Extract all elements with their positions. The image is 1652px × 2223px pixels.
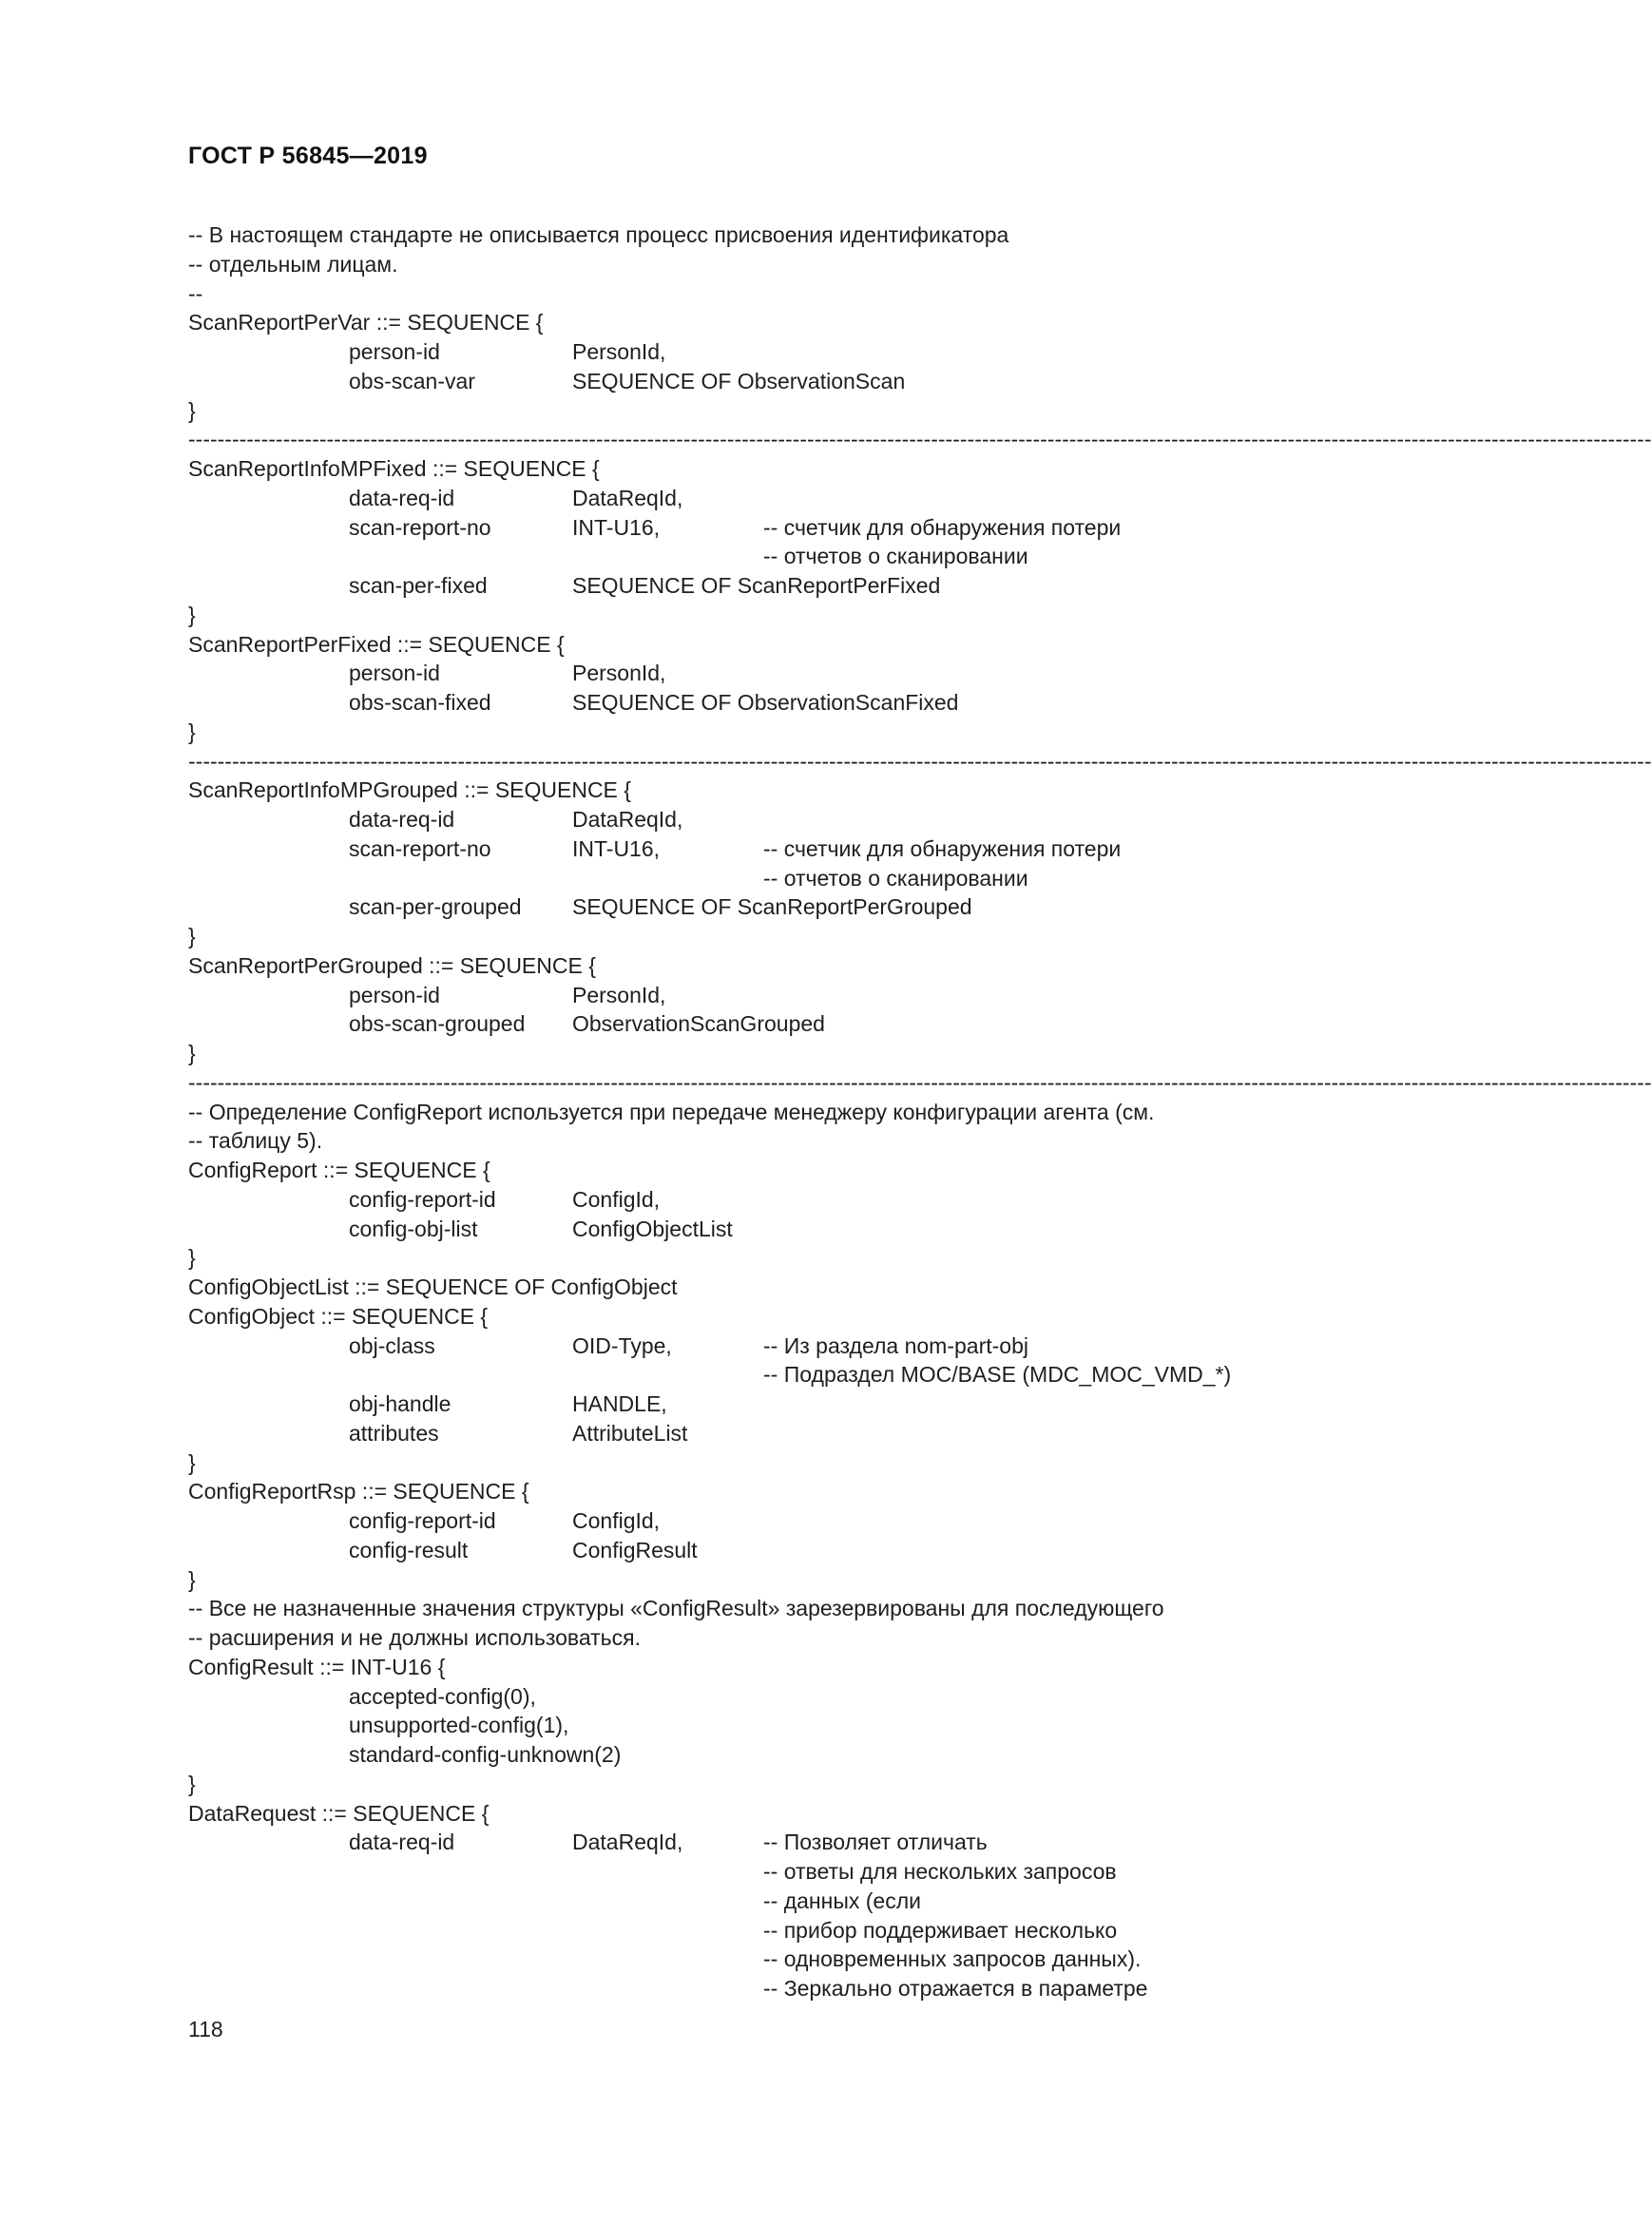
code-line — [188, 279, 1462, 309]
code-line — [188, 1448, 1462, 1478]
code-cell-c2: ConfigId, — [572, 1508, 661, 1533]
code-cell-c0: } — [188, 1566, 196, 1592]
code-cell-c2: INT-U16, — [572, 514, 661, 540]
code-cell-c2: PersonId, — [572, 339, 666, 364]
asn1-listing — [188, 220, 1652, 2003]
code-line — [188, 659, 1462, 688]
code-cell-c2: ConfigId, — [572, 1186, 661, 1212]
code-line — [188, 1682, 1462, 1712]
code-cell-c2: INT-U16, — [572, 835, 661, 861]
code-cell-c1: obs-scan-var — [349, 368, 475, 393]
code-cell-c2: ConfigResult — [572, 1537, 698, 1562]
code-line — [188, 1302, 1462, 1332]
code-cell-c1: config-obj-list — [349, 1216, 478, 1241]
code-cell-c0: } — [188, 1771, 196, 1796]
code-line — [188, 776, 1462, 805]
code-cell-c2: OID-Type, — [572, 1332, 672, 1358]
code-cell-c0: ScanReportPerVar ::= SEQUENCE { — [188, 310, 544, 335]
code-line — [188, 1916, 1462, 1945]
code-line — [188, 688, 1462, 718]
code-line — [188, 1185, 1462, 1215]
page-number: 118 — [188, 2017, 223, 2041]
code-line — [188, 542, 1462, 571]
code-cell-c1: person-id — [349, 339, 440, 364]
code-line — [188, 1360, 1462, 1389]
code-line — [188, 1536, 1462, 1565]
code-cell-c0: ScanReportPerGrouped ::= SEQUENCE { — [188, 952, 596, 978]
code-cell-c2: AttributeList — [572, 1420, 688, 1446]
code-cell-c2: PersonId, — [572, 982, 666, 1007]
code-line — [188, 1623, 1462, 1653]
code-line — [188, 1828, 1462, 1857]
code-cell-c1: obj-handle — [349, 1391, 451, 1416]
code-cell-c3: -- Подраздел MOC/BASE (MDC_MOC_VMD_*) — [763, 1362, 1232, 1388]
code-cell-c0: -- — [188, 280, 203, 306]
code-cell-c1: config-report-id — [349, 1508, 496, 1533]
code-cell-c1: scan-report-no — [349, 514, 491, 540]
code-line — [188, 981, 1462, 1010]
document-header: ГОСТ Р 56845—2019 — [188, 143, 428, 169]
code-cell-c0: -- В настоящем стандарте не описывается процесс присвоения идентификатора — [188, 222, 1009, 247]
code-cell-c3: -- Из раздела nom-part-obj — [763, 1332, 1028, 1358]
code-cell-c0: -- таблицу 5). — [188, 1128, 323, 1154]
code-line — [188, 1477, 1462, 1506]
code-cell-c0: } — [188, 1449, 196, 1475]
code-cell-c1: data-req-id — [349, 485, 455, 510]
code-line — [188, 951, 1462, 981]
code-line — [188, 1009, 1462, 1039]
code-cell-c3: -- ответы для нескольких запросов — [763, 1859, 1117, 1884]
code-line — [188, 864, 1462, 893]
code-line — [188, 1273, 1462, 1302]
code-line — [188, 454, 1462, 484]
code-line — [188, 630, 1462, 660]
code-cell-c0: DataRequest ::= SEQUENCE { — [188, 1800, 490, 1826]
code-line — [188, 1887, 1462, 1916]
code-cell-c3: -- прибор поддерживает несколько — [763, 1917, 1118, 1943]
code-line — [188, 1711, 1462, 1740]
code-line — [188, 1389, 1462, 1419]
code-cell-c3: -- одновременных запросов данных). — [763, 1946, 1142, 1972]
code-cell-c0: ConfigReport ::= SEQUENCE { — [188, 1158, 490, 1182]
code-cell-c2: PersonId, — [572, 661, 666, 686]
separator-line: --------------------------------------------------------------------------------------------------------------------------------------------------------------------------------------------------------- — [188, 1069, 1652, 1095]
code-cell-c0: -- отдельным лицам. — [188, 251, 398, 277]
code-cell-c2: DataReqId, — [572, 807, 683, 832]
code-cell-c2: ConfigObjectList — [572, 1216, 733, 1241]
code-line — [188, 601, 1462, 630]
code-cell-c1: scan-report-no — [349, 835, 491, 861]
code-cell-c0: -- Все не назначенные значения структуры «ConfigResult» зарезервированы для последующего — [188, 1596, 1164, 1621]
code-cell-c1: config-report-id — [349, 1186, 496, 1212]
code-cell-c1: data-req-id — [349, 1830, 455, 1855]
code-line — [188, 308, 1462, 337]
code-cell-c3: -- отчетов о сканировании — [763, 544, 1028, 569]
code-cell-c1: scan-per-grouped — [349, 894, 522, 920]
code-line — [188, 892, 1462, 922]
code-line — [188, 805, 1462, 834]
code-cell-c1: person-id — [349, 661, 440, 686]
code-line — [188, 1332, 1462, 1361]
code-cell-c2: HANDLE, — [572, 1391, 667, 1416]
code-line — [188, 220, 1462, 250]
code-cell-c0: -- Определение ConfigReport используется при передаче менеджеру конфигурации агента (см. — [188, 1099, 1155, 1124]
code-line — [188, 396, 1462, 426]
code-cell-c1: config-result — [349, 1537, 469, 1562]
code-cell-c0: } — [188, 719, 196, 744]
code-line — [188, 1565, 1462, 1595]
code-cell-c1: data-req-id — [349, 807, 455, 832]
code-line — [188, 367, 1462, 396]
code-line — [188, 834, 1462, 864]
code-cell-c0: ScanReportInfoMPGrouped ::= SEQUENCE { — [188, 777, 631, 803]
code-line — [188, 1740, 1462, 1770]
code-cell-c2: SEQUENCE OF ObservationScan — [572, 368, 906, 393]
code-cell-c0: ConfigReportRsp ::= SEQUENCE { — [188, 1479, 529, 1504]
code-line — [188, 718, 1462, 747]
code-line — [188, 571, 1462, 601]
code-cell-c0: } — [188, 1041, 196, 1065]
code-line — [188, 1039, 1462, 1068]
code-cell-c0: ConfigResult ::= INT-U16 { — [188, 1654, 446, 1679]
code-line — [188, 1506, 1462, 1536]
code-cell-c0: ScanReportInfoMPFixed ::= SEQUENCE { — [188, 456, 600, 481]
code-cell-c1: scan-per-fixed — [349, 573, 488, 598]
code-line — [188, 1799, 1462, 1829]
code-line — [188, 1945, 1462, 1974]
code-line — [188, 1215, 1462, 1244]
code-line — [188, 1098, 1462, 1127]
code-cell-c0: } — [188, 397, 196, 423]
code-cell-c2: DataReqId, — [572, 1830, 683, 1855]
code-cell-c1: obs-scan-grouped — [349, 1011, 526, 1037]
code-cell-c1: person-id — [349, 982, 440, 1007]
code-cell-c1: unsupported-config(1), — [349, 1713, 569, 1738]
code-cell-c1: obj-class — [349, 1332, 435, 1358]
code-cell-c3: -- счетчик для обнаружения потери — [763, 835, 1122, 861]
code-cell-c0: ConfigObjectList ::= SEQUENCE OF ConfigObject — [188, 1274, 678, 1299]
code-cell-c0: } — [188, 924, 196, 949]
code-cell-c2: SEQUENCE OF ScanReportPerFixed — [572, 573, 941, 598]
code-line — [188, 337, 1462, 367]
code-line — [188, 1770, 1462, 1799]
code-line — [188, 1857, 1462, 1887]
code-line — [188, 1653, 1462, 1682]
code-cell-c0: -- расширения и не должны использоваться. — [188, 1625, 642, 1650]
code-cell-c3: -- счетчик для обнаружения потери — [763, 514, 1122, 540]
code-line — [188, 1594, 1462, 1623]
separator-line: --------------------------------------------------------------------------------------------------------------------------------------------------------------------------------------------------------- — [188, 748, 1652, 774]
code-line — [188, 484, 1462, 513]
code-line — [188, 513, 1462, 543]
code-line — [188, 1156, 1462, 1185]
code-cell-c3: -- отчетов о сканировании — [763, 865, 1028, 891]
code-cell-c1: attributes — [349, 1420, 439, 1446]
code-cell-c3: -- Позволяет отличать — [763, 1830, 988, 1855]
code-cell-c3: -- Зеркально отражается в параметре — [763, 1976, 1148, 2001]
code-line — [188, 1243, 1462, 1273]
code-cell-c1: accepted-config(0), — [349, 1683, 536, 1709]
separator-line: --------------------------------------------------------------------------------------------------------------------------------------------------------------------------------------------------------- — [188, 427, 1652, 452]
code-cell-c3: -- данных (если — [763, 1888, 921, 1913]
code-cell-c2: SEQUENCE OF ScanReportPerGrouped — [572, 894, 972, 920]
code-cell-c1: obs-scan-fixed — [349, 690, 491, 715]
code-cell-c0: ConfigObject ::= SEQUENCE { — [188, 1303, 489, 1329]
code-cell-c0: } — [188, 602, 196, 627]
code-cell-c2: SEQUENCE OF ObservationScanFixed — [572, 690, 959, 715]
code-cell-c1: standard-config-unknown(2) — [349, 1742, 622, 1767]
code-cell-c2: ObservationScanGrouped — [572, 1011, 825, 1037]
code-line — [188, 1419, 1462, 1448]
code-cell-c0: } — [188, 1245, 196, 1271]
code-cell-c0: ScanReportPerFixed ::= SEQUENCE { — [188, 631, 565, 657]
code-line — [188, 1974, 1462, 2003]
code-line — [188, 250, 1462, 279]
code-line — [188, 922, 1462, 951]
code-cell-c2: DataReqId, — [572, 485, 683, 510]
code-line — [188, 1126, 1462, 1156]
